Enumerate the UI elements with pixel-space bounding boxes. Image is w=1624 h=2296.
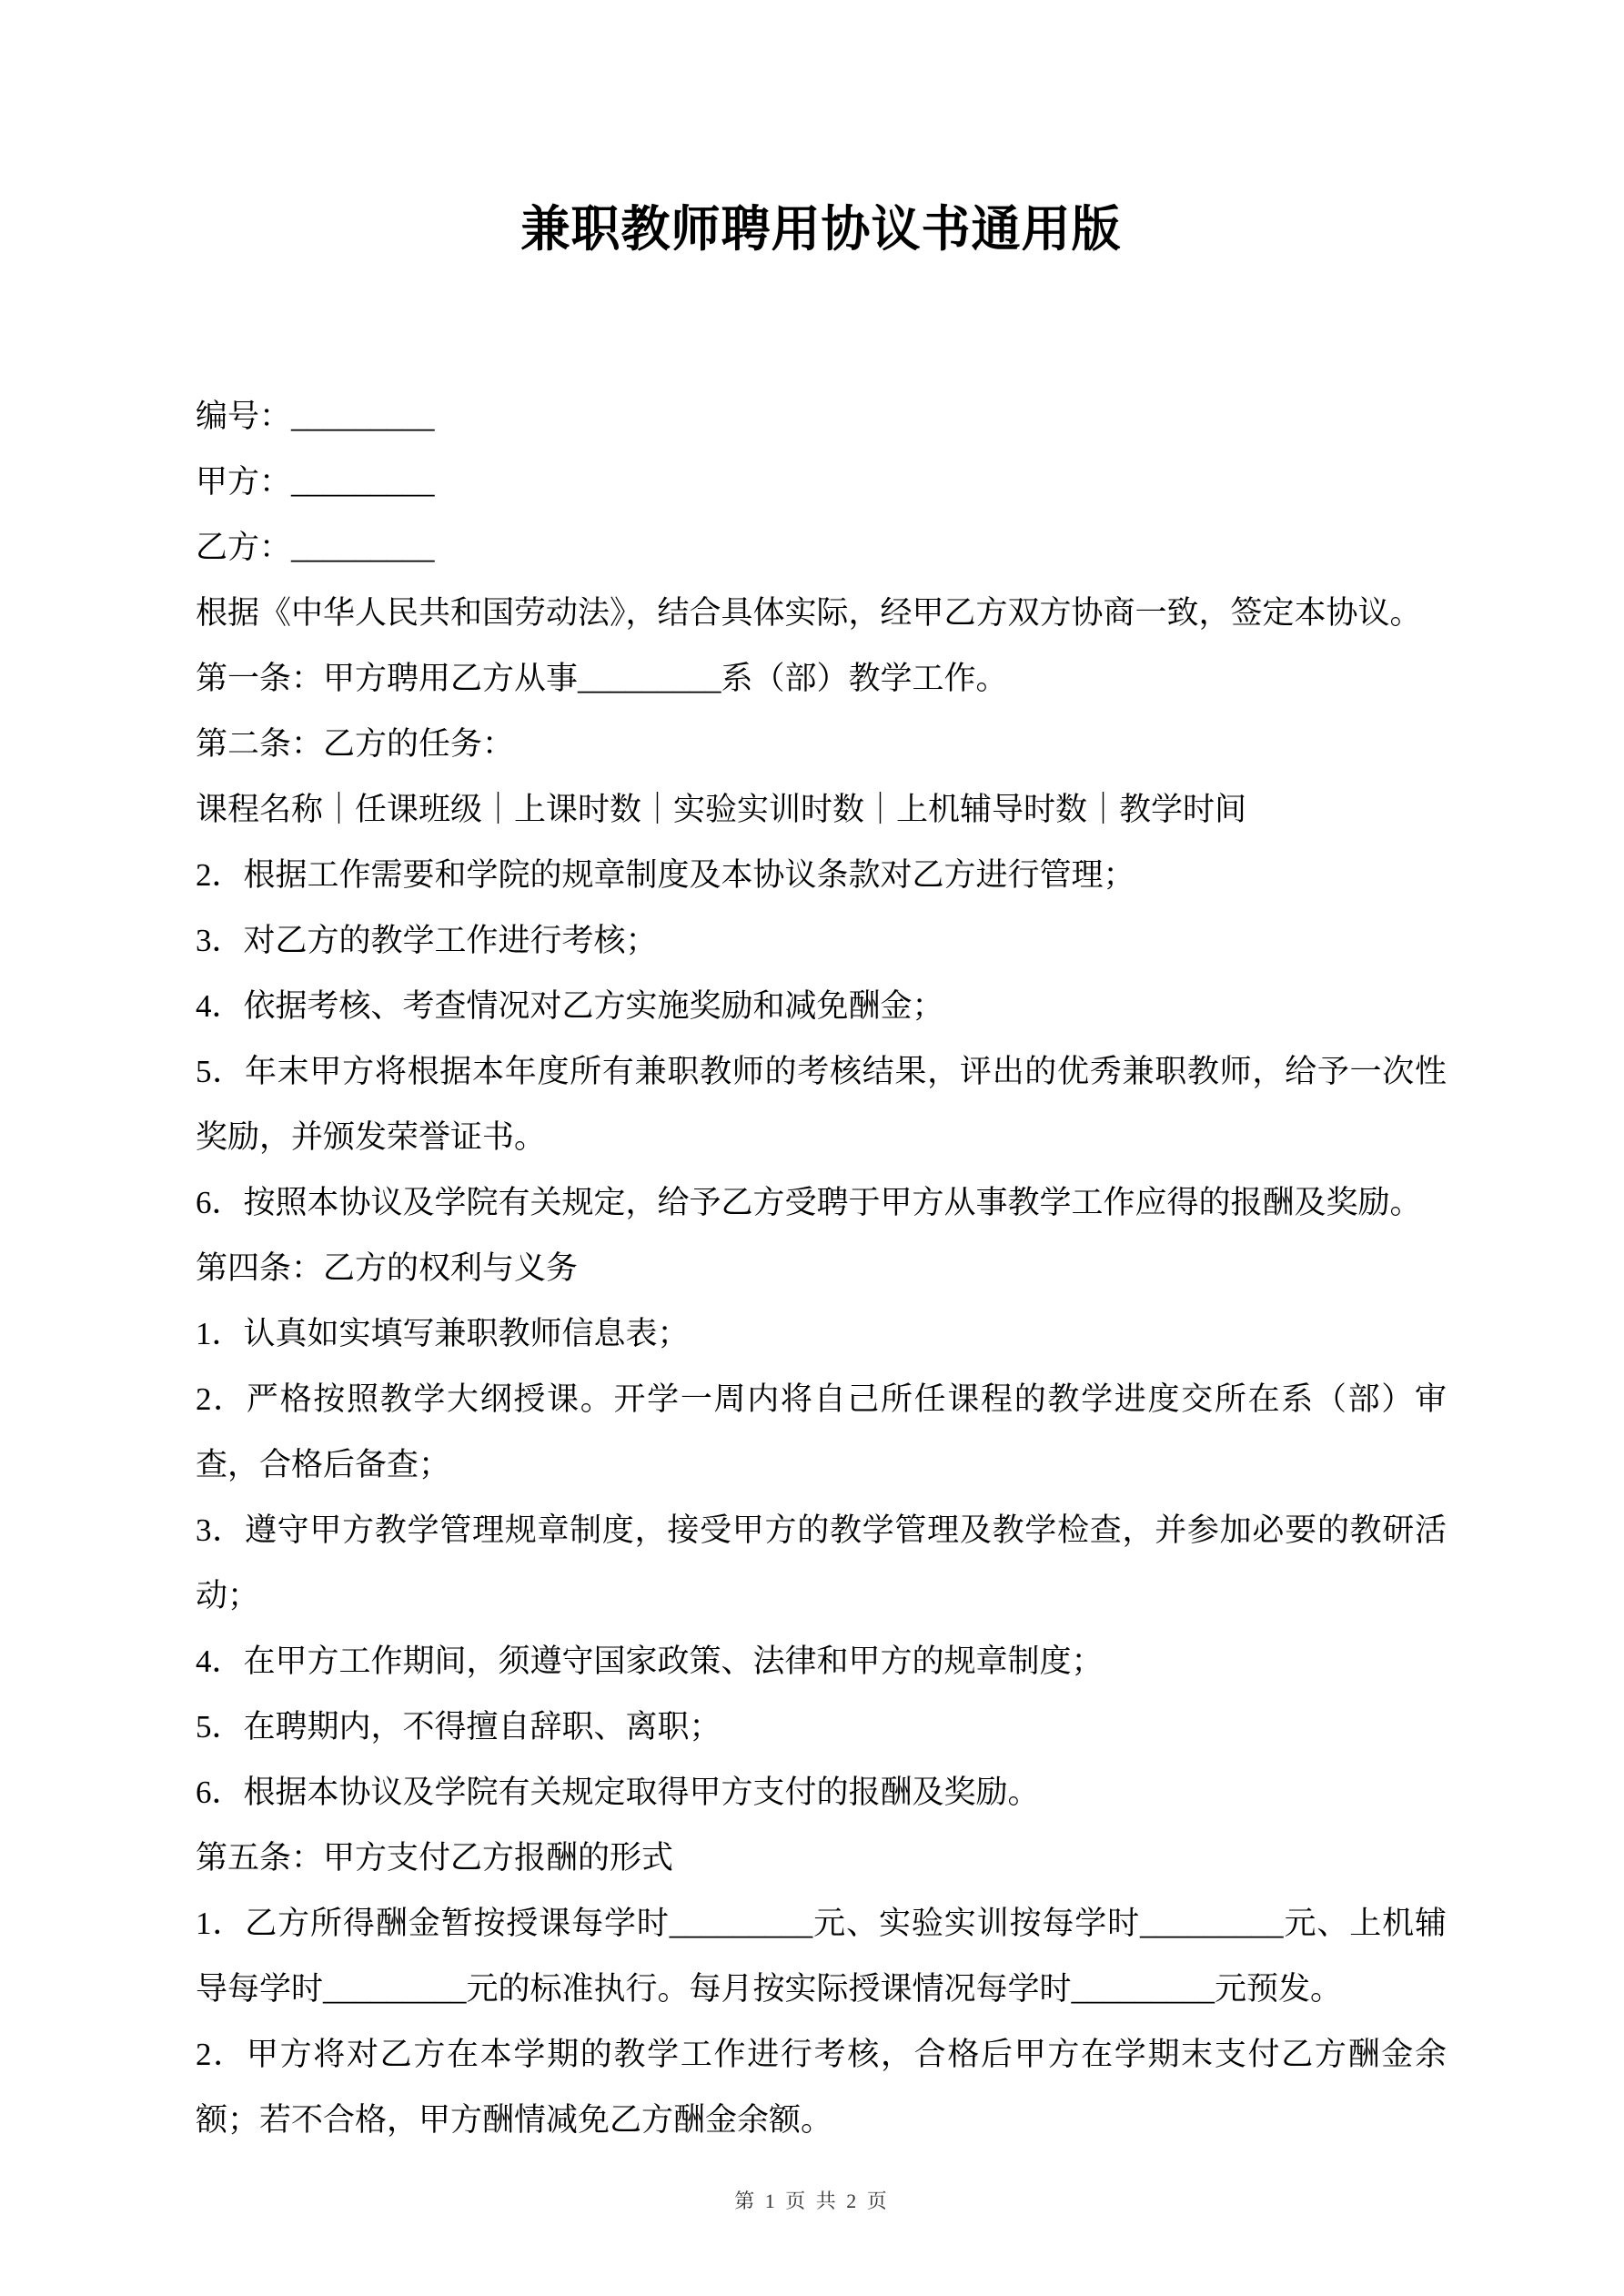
paragraph-item: 6．按照本协议及学院有关规定，给予乙方受聘于甲方从事教学工作应得的报酬及奖励。	[196, 1185, 1422, 1220]
paragraph-article-1: 第一条：甲方聘用乙方从事_________系（部）教学工作。	[196, 661, 1008, 696]
paragraph-party-b-blank: 乙方：_________	[196, 530, 435, 565]
paragraph-item: 3．遵守甲方教学管理规章制度，接受甲方的教学管理及教学检查，并参加必要的教研活动；	[196, 1512, 1447, 1613]
document-title: 兼职教师聘用协议书通用版	[520, 202, 1122, 257]
paragraph-item: 3．对乙方的教学工作进行考核；	[196, 923, 658, 958]
document-body	[196, 384, 1447, 2153]
paragraph-item: 4．在甲方工作期间，须遵守国家政策、法律和甲方的规章制度；	[196, 1644, 1104, 1679]
paragraph-article-2: 第二条：乙方的任务：	[196, 726, 515, 762]
paragraph-item: 5．年末甲方将根据本年度所有兼职教师的考核结果，评出的优秀兼职教师，给予一次性奖励，并颁发荣誉证书。	[196, 1054, 1447, 1155]
paragraph-course-table-header: 课程名称｜任课班级｜上课时数｜实验实训时数｜上机辅导时数｜教学时间	[196, 792, 1247, 827]
paragraph-item: 2．根据工作需要和学院的规章制度及本协议条款对乙方进行管理；	[196, 857, 1135, 893]
document-content	[196, 0, 1447, 2153]
paragraph-number-blank: 编号：_________	[196, 399, 435, 434]
paragraph-article-5: 第五条：甲方支付乙方报酬的形式	[196, 1840, 674, 1876]
paragraph-item: 4．依据考核、考查情况对乙方实施奖励和减免酬金；	[196, 988, 944, 1024]
paragraph-item: 5．在聘期内，不得擅自辞职、离职；	[196, 1709, 721, 1745]
paragraph-item: 6．根据本协议及学院有关规定取得甲方支付的报酬及奖励。	[196, 1775, 1040, 1810]
paragraph-preamble: 根据《中华人民共和国劳动法》，结合具体实际，经甲乙方双方协商一致，签定本协议。	[196, 595, 1422, 631]
paragraph-item: 2．甲方将对乙方在本学期的教学工作进行考核，合格后甲方在学期末支付乙方酬金余额；若不合格，甲方酬情减免乙方酬金余额。	[196, 2037, 1447, 2138]
paragraph-party-a-blank: 甲方：_________	[196, 464, 435, 500]
paragraph-article-4: 第四条：乙方的权利与义务	[196, 1250, 579, 1286]
paragraph-item: 1．认真如实填写兼职教师信息表；	[196, 1316, 690, 1351]
page-footer: 第 1 页 共 2 页	[734, 2190, 890, 2212]
paragraph-item: 2．严格按照教学大纲授课。开学一周内将自己所任课程的教学进度交所在系（部）审查，合格后备查；	[196, 1381, 1447, 1482]
paragraph-item: 1．乙方所得酬金暂按授课每学时_________元、实验实训按每学时_________元、上机辅导每学时_________元的标准执行。每月按实际授课情况每学时_________元预发。	[196, 1906, 1447, 2007]
